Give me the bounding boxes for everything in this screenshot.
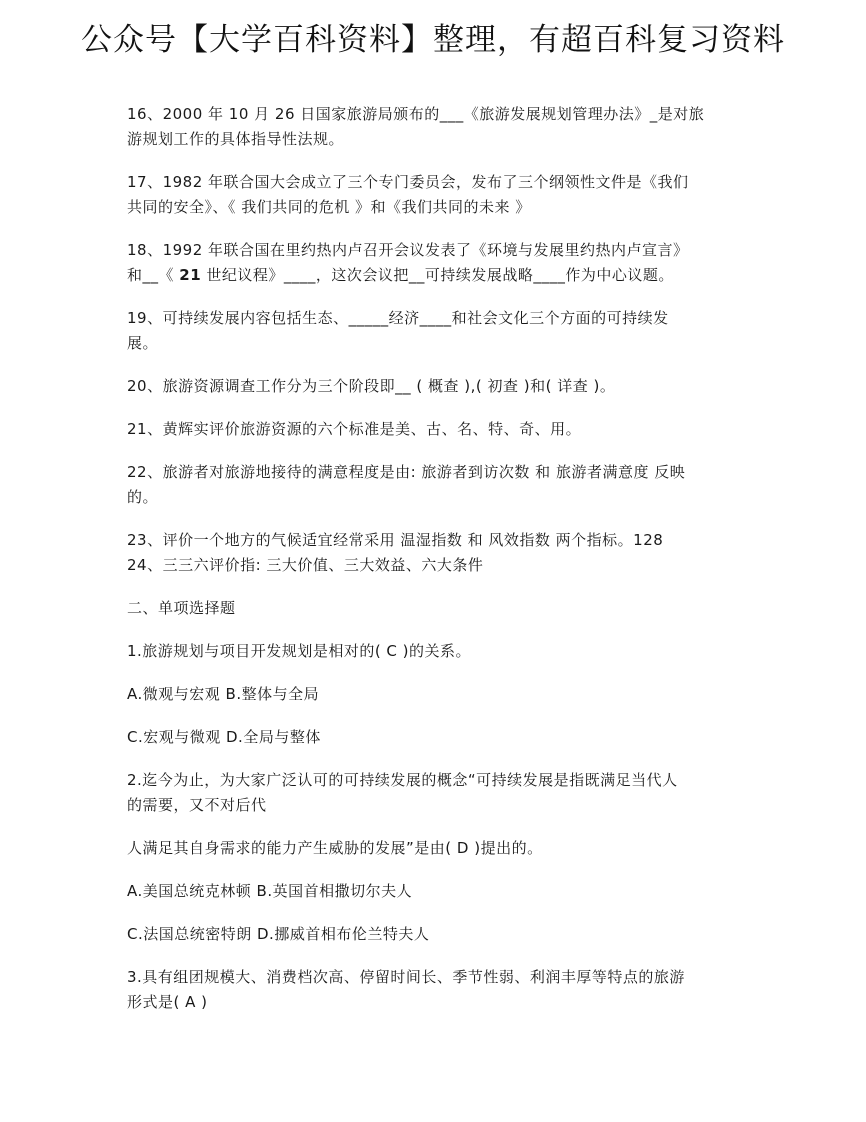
question-16-line-1: 16、2000 年 10 月 26 日国家旅游局颁布的___《旅游发展规划管理办法》_是对旅: [127, 105, 705, 123]
question-18: [127, 238, 747, 288]
question-22: [127, 460, 747, 510]
mc-question-3-line-2: 形式是( A ): [127, 993, 208, 1011]
question-20: 20、旅游资源调查工作分为三个阶段即__ ( 概查 ),( 初查 )和( 详查 )。: [127, 377, 616, 395]
question-24: 24、三三六评价指: 三大价值、三大效益、六大条件: [127, 556, 484, 574]
question-22-line-1: 22、旅游者对旅游地接待的满意程度是由: 旅游者到访次数 和 旅游者满意度 反映: [127, 463, 686, 481]
page-header-title: 公众号【大学百科资料】整理，有超百科复习资料: [81, 22, 785, 58]
question-18-bold-number: 21: [179, 266, 202, 284]
question-23: 23、评价一个地方的气候适宜经常采用 温湿指数 和 风效指数 两个指标。128: [127, 531, 664, 549]
question-17: [127, 170, 747, 220]
mc-question-2-options-ab: A.美国总统克林顿 B.英国首相撒切尔夫人: [127, 882, 413, 900]
question-18-line-2: [127, 263, 747, 288]
mc-question-1-options-cd: C.宏观与微观 D.全局与整体: [127, 728, 321, 746]
question-22-line-2: 的。: [127, 488, 159, 506]
question-18-line-2-c: 世纪议程》____，这次会议把__可持续发展战略____作为中心议题。: [201, 266, 674, 284]
mc-question-2-line-3: 人满足其自身需求的能力产生威胁的发展”是由( D )提出的。: [127, 839, 543, 857]
question-19-line-2: 展。: [127, 334, 159, 352]
mc-question-2-options-cd: C.法国总统密特朗 D.挪威首相布伦兰特夫人: [127, 925, 430, 943]
question-19: [127, 306, 747, 356]
mc-question-1-options-ab: A.微观与宏观 B.整体与全局: [127, 685, 320, 703]
section-heading-single-choice: 二、单项选择题: [127, 599, 236, 617]
mc-question-3-line-1: 3.具有组团规模大、消费档次高、停留时间长、季节性弱、利润丰厚等特点的旅游: [127, 968, 685, 986]
question-16-line-2: 游规划工作的具体指导性法规。: [127, 130, 345, 148]
question-21: 21、黄辉实评价旅游资源的六个标准是美、古、名、特、奇、用。: [127, 420, 582, 438]
question-17-line-1: 17、1982 年联合国大会成立了三个专门委员会，发布了三个纲领性文件是《我们: [127, 173, 689, 191]
question-18-line-2-a: 和__《: [127, 266, 180, 284]
question-17-line-2: 共同的安全》、《 我们共同的危机 》和《我们共同的未来 》: [127, 198, 531, 216]
mc-question-2-line-1: 2.迄今为止，为大家广泛认可的可持续发展的概念“可持续发展是指既满足当代人: [127, 771, 678, 789]
mc-question-3: [127, 965, 747, 1015]
mc-question-1: 1.旅游规划与项目开发规划是相对的( C )的关系。: [127, 642, 472, 660]
question-16: [127, 102, 747, 152]
question-19-line-1: 19、可持续发展内容包括生态、_____经济____和社会文化三个方面的可持续发: [127, 309, 669, 327]
question-18-line-1: 18、1992 年联合国在里约热内卢召开会议发表了《环境与发展里约热内卢宣言》: [127, 241, 689, 259]
document-body: [127, 102, 747, 1033]
mc-question-2-line-2: 的需要，又不对后代: [127, 796, 267, 814]
mc-question-2: [127, 768, 747, 818]
